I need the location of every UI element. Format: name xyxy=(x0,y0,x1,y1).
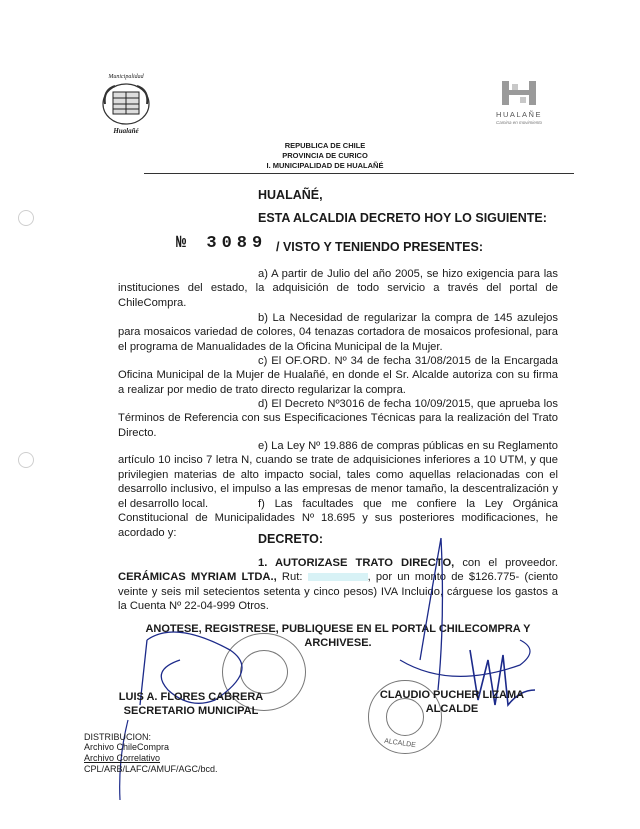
item1-body: , por un monto de $126.775- (ciento veinte y seis mil setecientos setenta y cinco pesos) IVA Incluido, cárguese los gastos a la Cuenta Nº 22-04-999 Otros. xyxy=(118,571,559,613)
distribution-line-3: CPL/ARB/LAFC/AMUF/AGC/bcd. xyxy=(84,764,218,774)
crest-bottom-label: Hualañé xyxy=(113,127,139,135)
mayor-name: CLAUDIO PUCHER LIZAMA xyxy=(379,689,525,701)
closing-formula: ANOTESE, REGISTRESE, PUBLIQUESE EN EL PORTAL CHILECOMPRA Y ARCHIVESE. xyxy=(145,623,531,649)
secretary-name: LUIS A. FLORES CABRERA xyxy=(118,691,264,703)
paragraph-e: e) La Ley Nº 19.886 de compras públicas en su Reglamento artículo 10 inciso 7 letra N, cuando se trate de adquisiciones inferiores a 10 UTM, y que privilegien materias de alto impacto social, tales como aquellas relacionadas con el desarrollo inclusivo, el impulso a las empresas de menor tamaño, la descentralización y el desarrollo local. xyxy=(118,440,558,510)
header-country: REPUBLICA DE CHILE xyxy=(284,141,366,150)
secretary-title: SECRETARIO MUNICIPAL xyxy=(123,705,259,717)
mayor-stamp-label: ALCALDE xyxy=(383,737,417,750)
crest-top-label: Municipalidad xyxy=(108,74,144,80)
paragraph-b: b) La Necesidad de regularizar la compra de 145 azulejos para mosaicos variedad de colores, 04 tenazas cortadora de mosaicos profesional, para el programa de Manualidades de la Oficina Municipal de la Mujer. xyxy=(118,312,558,353)
paragraph-f: f) Las facultades que me confiere la Ley Orgánica Constitucional de Municipalidades Nº 18.695 y sus posteriores modificaciones, he acordado y: xyxy=(118,498,558,539)
distribution-line-2: Archivo Correlativo xyxy=(84,753,161,763)
item1-heading: 1. AUTORIZASE TRATO DIRECTO, xyxy=(258,557,455,569)
header-municipality: I. MUNICIPALIDAD DE HUALAÑÉ xyxy=(266,161,384,170)
item1-heading-rest: con el proveedor. xyxy=(454,557,558,569)
decree-number: № 3089 xyxy=(176,234,268,253)
mayor-title: ALCALDE xyxy=(425,703,479,715)
visto-heading: / VISTO Y TENIENDO PRESENTES: xyxy=(276,240,483,254)
decree-place: HUALAÑÉ, xyxy=(258,188,323,202)
decreto-label: DECRETO: xyxy=(258,532,324,546)
header-province: PROVINCIA DE CURICO xyxy=(282,151,368,160)
paragraph-d: d) El Decreto Nº3016 de fecha 10/09/2015, que aprueba los Términos de Referencia con sus Especificaciones Técnicas para la realización del Trato Directo. xyxy=(118,398,558,439)
item1-company: CERÁMICAS MYRIAM LTDA., xyxy=(118,571,277,584)
item1-rut-label: Rut: xyxy=(276,571,308,584)
brand-tagline: Camina en movimiento xyxy=(495,120,543,125)
paragraph-a: a) A partir de Julio del año 2005, se hizo exigencia para las instituciones del estado, la adquisición de todo servicio a través del portal de ChileCompra. xyxy=(118,268,558,309)
decree-intro: ESTA ALCALDIA DECRETO HOY LO SIGUIENTE: xyxy=(258,211,547,225)
brand-name: HUALAÑE xyxy=(496,110,542,119)
distribution-label: DISTRIBUCION: xyxy=(84,732,152,742)
paragraph-c: c) El OF.ORD. Nº 34 de fecha 31/08/2015 de la Encargada Oficina Municipal de la Mujer de Hualañé, en donde el Sr. Alcalde autoriza con su firma a realizar por medio de trato directo regularizar la compra. xyxy=(118,355,558,396)
distribution-line-1: Archivo ChileCompra xyxy=(84,742,170,752)
